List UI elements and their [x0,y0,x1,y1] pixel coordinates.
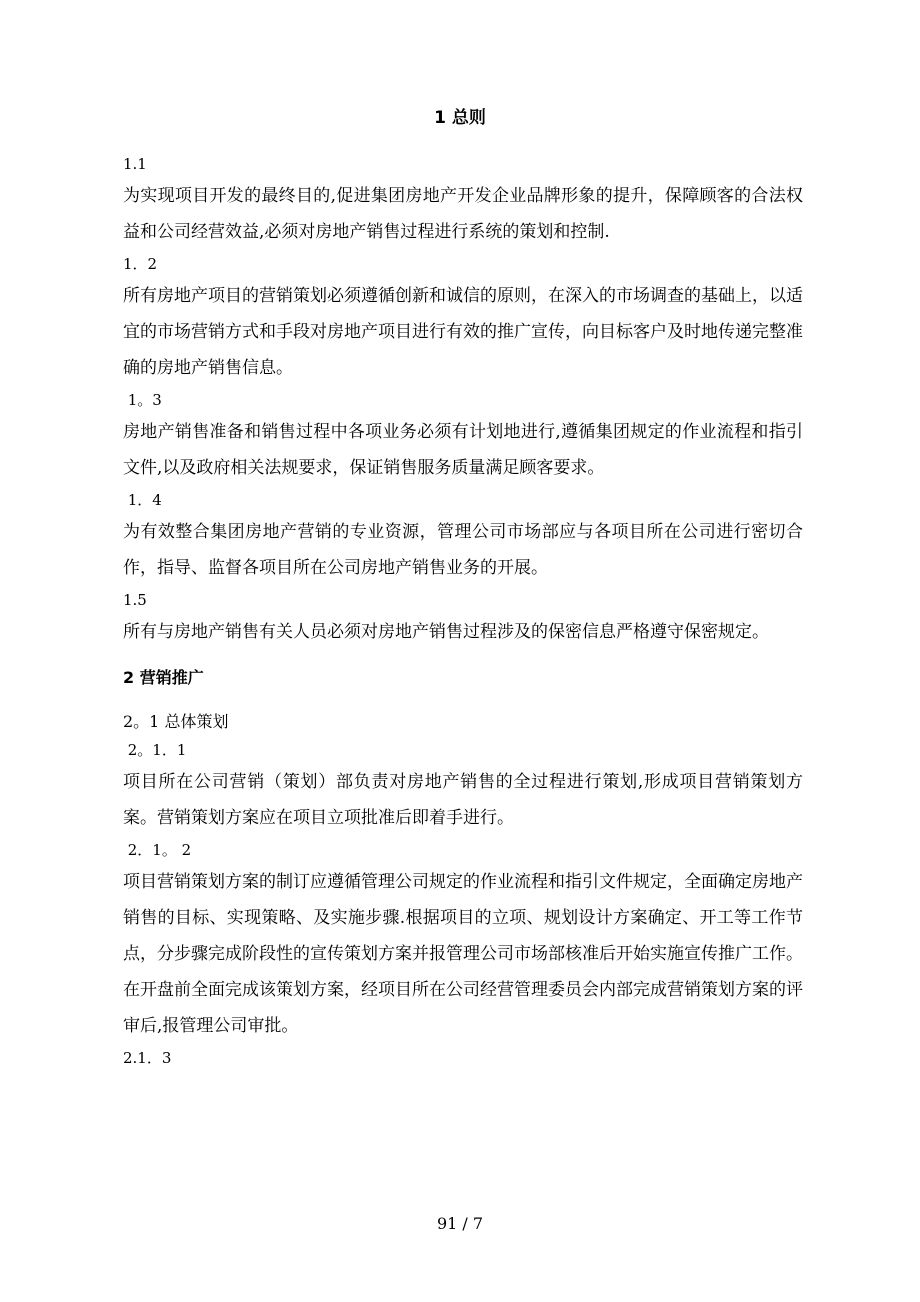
clause-text: 项目营销策划方案的制订应遵循管理公司规定的作业流程和指引文件规定，全面确定房地产销售的目标、实现策略、及实施步骤.根据项目的立项、规划设计方案确定、开工等工作节点，分步骤完成阶段性的宣传策划方案并报管理公司市场部核准后开始实施宣传推广工作。在开盘前全面完成该策划方案，经项目所在公司经营管理委员会内部完成营销策划方案的评审后,报管理公司审批。 [123,872,803,1036]
clause-number: 1．2 [123,255,158,273]
page-number: 91 / 7 [436,1214,484,1233]
clause-number: 2。1．1 [123,741,187,759]
section-2-title: 2 营销推广 [123,668,204,687]
clause-number: 1.5 [123,591,147,609]
clause-text: 为实现项目开发的最终目的,促进集团房地产开发企业品牌形象的提升，保障顾客的合法权益和公司经营效益,必须对房地产销售过程进行系统的策划和控制. [123,186,803,242]
clause-number: 1.1 [123,155,147,173]
clause-number: 1．4 [123,491,162,509]
clause-text: 所有与房地产销售有关人员必须对房地产销售过程涉及的保密信息严格遵守保密规定。 [123,622,769,642]
clause-text: 所有房地产项目的营销策划必须遵循创新和诚信的原则，在深入的市场调查的基础上，以适宜的市场营销方式和手段对房地产项目进行有效的推广宣传，向目标客户及时地传递完整准确的房地产销售信息。 [123,286,803,378]
clause-number: 2．1。 2 [123,841,192,859]
subsection-title: 2。1 总体策划 [123,712,229,731]
clause-text: 项目所在公司营销（策划）部负责对房地产销售的全过程进行策划,形成项目营销策划方案。营销策划方案应在项目立项批准后即着手进行。 [123,772,803,828]
document-body [123,150,803,1071]
clause-text: 为有效整合集团房地产营销的专业资源，管理公司市场部应与各项目所在公司进行密切合作，指导、监督各项目所在公司房地产销售业务的开展。 [123,522,803,578]
clause-number: 2.1．3 [123,1049,172,1067]
section-1-title: 1 总则 [434,108,486,128]
clause-number: 1。3 [123,391,162,409]
clause-text: 房地产销售准备和销售过程中各项业务必须有计划地进行,遵循集团规定的作业流程和指引文件,以及政府相关法规要求，保证销售服务质量满足顾客要求。 [123,422,803,478]
